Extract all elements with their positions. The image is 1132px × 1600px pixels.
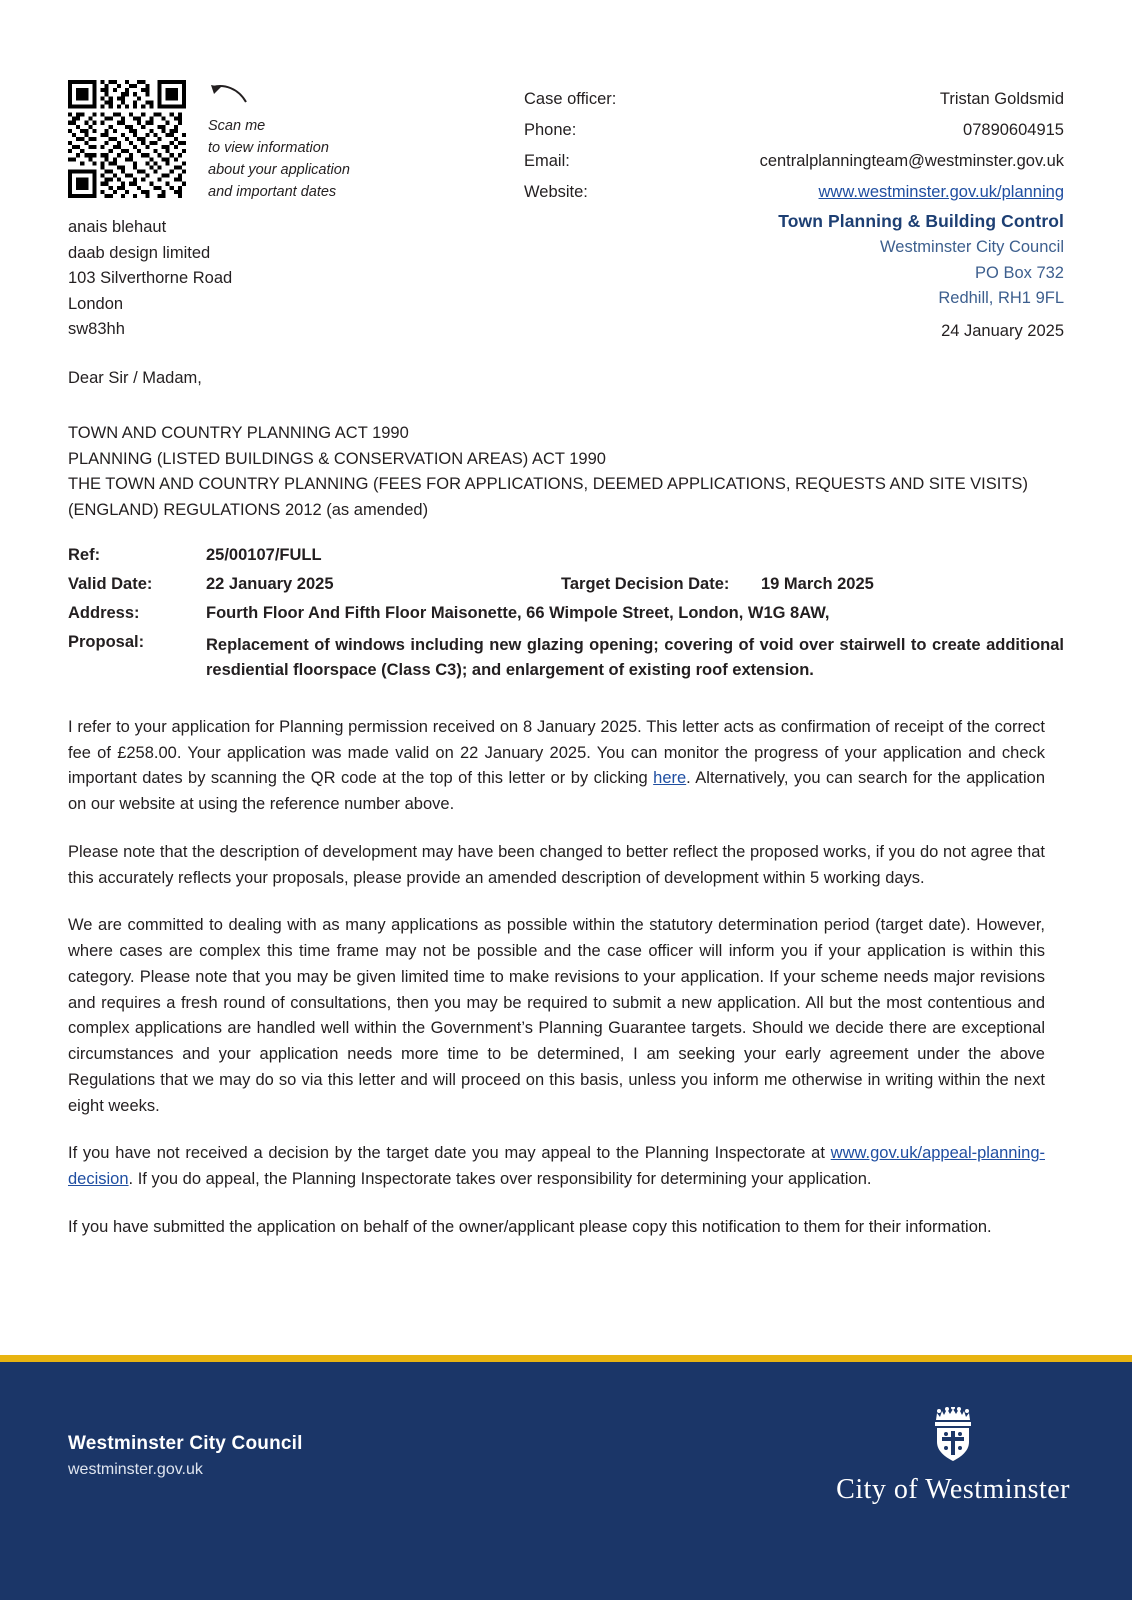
act-line-2: PLANNING (LISTED BUILDINGS & CONSERVATION AREAS) ACT 1990	[68, 449, 606, 468]
body-p4-part2: . If you do appeal, the Planning Inspectorate takes over responsibility for determining your application.	[128, 1170, 872, 1189]
scan-line-2: to view information	[208, 140, 329, 157]
appeal-planning-decision-link[interactable]: www.gov.uk/appeal-planning-decision	[68, 1144, 1045, 1189]
scan-instructions	[208, 82, 408, 203]
addressee-line-1: anais blehaut	[68, 218, 167, 236]
ref-value: 25/00107/FULL	[206, 546, 322, 564]
valid-date-label: Valid Date:	[68, 575, 153, 593]
scan-line-3: about your application	[208, 162, 350, 179]
body-p1-part2: . Alternatively, you can search for the application on our website at using the reference number above.	[68, 769, 1045, 814]
email-value: centralplanningteam@westminster.gov.uk	[759, 151, 1064, 170]
footer-council-name: Westminster City Council	[68, 1433, 303, 1454]
detail-row-proposal	[68, 633, 1064, 683]
website-link[interactable]: www.westminster.gov.uk/planning	[818, 182, 1064, 201]
body-paragraph-3: We are committed to dealing with as many applications as possible within the statutory determination period (target date). However, where cases are complex this time frame may not be possible and the case officer will inform you if your application is within this category. Please note that you may be given limited time to make revisions to your application. If your scheme needs major revisions and requires a fresh round of consultations, then you may be required to submit a new application. All but the most contentious and complex applications are handled well within the Government’s Planning Guarantee targets. Should we decide there are exceptional circumstances and your application needs more time to be determined, I am seeking your early agreement under the above Regulations that we may do so via this letter and will proceed on this basis, unless you inform me otherwise in writing within the next eight weeks.	[68, 916, 1045, 1115]
body-p1-part1: I refer to your application for Planning permission received on 8 January 2025. This letter acts as confirmation of receipt of the correct fee of £258.00. Your application was made valid on 22 January 2025. You can monitor the progress of your application and check important dates by scanning the QR code at the top of this letter or by clicking	[68, 718, 1045, 788]
page-footer	[0, 1355, 1132, 1600]
email-label: Email:	[524, 151, 570, 170]
address-label: Address:	[68, 604, 140, 622]
detail-row-dates	[68, 575, 1064, 594]
application-details	[68, 546, 1064, 693]
target-decision-label: Target Decision Date:	[561, 575, 730, 593]
contact-row-website	[524, 177, 1064, 208]
proposal-value: Replacement of windows including new glazing opening; covering of void over stairwell to create additional resdiential floorspace (Class C3); and enlargement of existing roof extension.	[206, 636, 1064, 679]
target-decision-value: 19 March 2025	[761, 575, 874, 593]
valid-date-value: 22 January 2025	[206, 575, 334, 593]
council-postcode: Redhill, RH1 9FL	[938, 289, 1064, 308]
addressee-block	[68, 215, 232, 343]
salutation: Dear Sir / Madam,	[68, 369, 202, 387]
footer-accent-bar	[0, 1355, 1132, 1362]
curved-arrow-icon	[208, 82, 408, 113]
footer-crest-label: City of Westminster	[836, 1474, 1070, 1505]
detail-row-ref	[68, 546, 1064, 565]
coat-of-arms-icon	[836, 1407, 1070, 1468]
footer-website-url: westminster.gov.uk	[68, 1461, 203, 1478]
addressee-line-5: sw83hh	[68, 320, 125, 339]
address-value: Fourth Floor And Fifth Floor Maisonette, 66 Wimpole Street, London, W1G 8AW,	[206, 604, 830, 622]
addressee-line-3: 103 Silverthorne Road	[68, 269, 233, 288]
footer-crest-block	[836, 1407, 1070, 1506]
contact-row-case-officer	[524, 84, 1064, 115]
scan-line-1: Scan me	[208, 118, 266, 135]
letter-date: 24 January 2025	[941, 322, 1064, 340]
ref-label: Ref:	[68, 546, 101, 564]
act-line-4: (ENGLAND) REGULATIONS 2012 (as amended)	[68, 500, 429, 519]
council-department-title: Town Planning & Building Control	[778, 211, 1064, 231]
detail-row-address	[68, 604, 1064, 623]
letter-header	[68, 72, 1064, 202]
application-here-link[interactable]: here	[653, 769, 687, 788]
act-line-3: THE TOWN AND COUNTRY PLANNING (FEES FOR APPLICATIONS, DEEMED APPLICATIONS, REQUESTS AND SITE VISITS)	[68, 475, 1028, 494]
contact-row-email	[524, 146, 1064, 177]
legislation-block	[68, 421, 1064, 523]
body-paragraph-4	[68, 1141, 1045, 1192]
body-paragraph-1	[68, 715, 1045, 818]
contact-details	[524, 84, 1064, 207]
addressee-line-4: London	[68, 294, 124, 313]
scan-line-4: and important dates	[208, 184, 337, 201]
body-p4-part1: If you have not received a decision by the target date you may appeal to the Planning Inspectorate at	[68, 1144, 831, 1163]
body-paragraph-5: If you have submitted the application on behalf of the owner/applicant please copy this notification to them for their information.	[68, 1217, 992, 1236]
phone-value: 07890604915	[963, 120, 1064, 139]
footer-brand	[68, 1433, 303, 1479]
addressee-line-2: daab design limited	[68, 243, 211, 262]
qr-code-icon[interactable]	[68, 80, 186, 198]
act-line-1: TOWN AND COUNTRY PLANNING ACT 1990	[68, 424, 409, 442]
letter-body	[68, 715, 1045, 1262]
council-po-box: PO Box 732	[975, 263, 1064, 282]
body-paragraph-2: Please note that the description of development may have been changed to better reflect the proposed works, if you do not agree that this accurately reflects your proposals, please provide an amended description of development within 5 working days.	[68, 842, 1045, 887]
proposal-label: Proposal:	[68, 633, 145, 651]
council-address-block	[778, 208, 1064, 312]
council-name: Westminster City Council	[880, 238, 1064, 257]
phone-label: Phone:	[524, 120, 577, 139]
case-officer-value: Tristan Goldsmid	[939, 90, 1064, 108]
contact-row-phone	[524, 115, 1064, 146]
case-officer-label: Case officer:	[524, 90, 617, 108]
website-label: Website:	[524, 182, 588, 201]
